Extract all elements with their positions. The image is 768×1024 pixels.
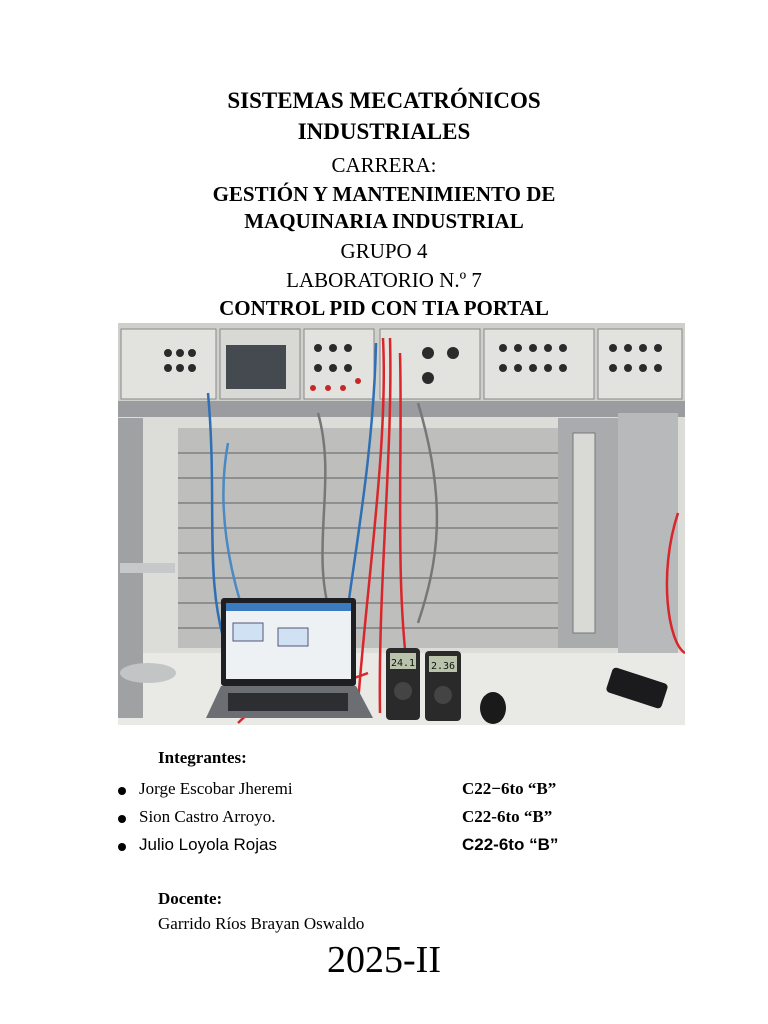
bullet-icon: [118, 843, 126, 851]
member-name: Jorge Escobar Jheremi: [139, 779, 293, 798]
bullet-icon: [118, 787, 126, 795]
career-name-line-1: GESTIÓN Y MANTENIMIENTO DE: [212, 182, 556, 206]
member-item: [118, 779, 678, 803]
laptop: [206, 598, 373, 718]
title-line-1: SISTEMAS MECATRÓNICOS: [227, 88, 541, 113]
career-label: CARRERA:: [331, 153, 437, 177]
member-name: Julio Loyola Rojas: [139, 835, 277, 854]
member-group: C22-6to “B”: [462, 835, 559, 854]
multimeter-left-reading: 24.1: [390, 658, 416, 669]
career-name-line-2: MAQUINARIA INDUSTRIAL: [244, 209, 524, 233]
teacher-name: Garrido Ríos Brayan Oswaldo: [158, 914, 365, 933]
member-group: C22-6to “B”: [462, 807, 553, 826]
member-item: [118, 835, 678, 859]
lab-topic: CONTROL PID CON TIA PORTAL: [219, 296, 549, 320]
members-label: Integrantes:: [158, 748, 247, 767]
teacher-label: Docente:: [158, 889, 223, 908]
academic-period: 2025-II: [327, 939, 441, 981]
bullet-icon: [118, 815, 126, 823]
lab-bench-photo: [118, 323, 685, 725]
member-item: [118, 807, 678, 831]
member-name: Sion Castro Arroyo.: [139, 807, 276, 826]
member-group: C22−6to “B”: [462, 779, 557, 798]
title-line-2: INDUSTRIALES: [297, 119, 471, 144]
group-label: GRUPO 4: [340, 239, 428, 263]
lab-number: LABORATORIO N.º 7: [286, 268, 482, 292]
multimeter-right-reading: 2.36: [430, 661, 456, 672]
